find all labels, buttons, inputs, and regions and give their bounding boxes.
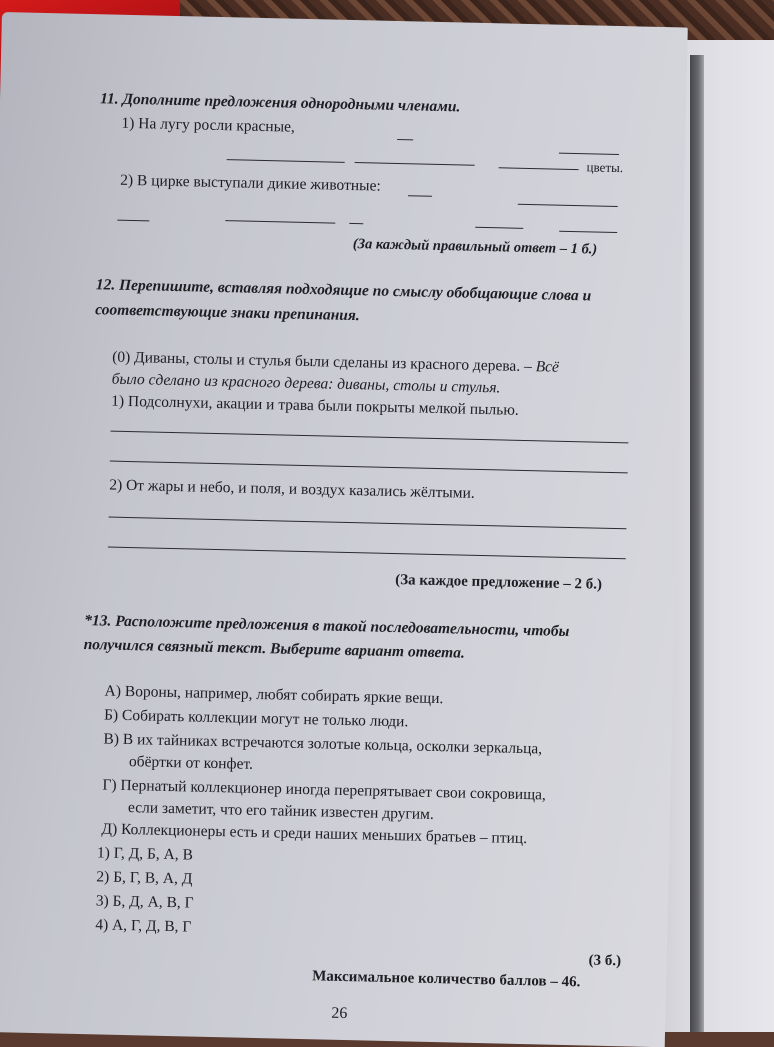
task13-option-selected[interactable]: 3) Б, Д, А, В, Г	[95, 892, 194, 912]
task13-sentence: Б) Собирать коллекции могут не только люди.	[103, 706, 409, 731]
task12-item2: 2) От жары и небо, и поля, и воздух казались жёлтыми.	[109, 476, 475, 502]
task12-heading-line1: 12. Перепишите, вставляя подходящие по смыслу обобщающие слова и	[95, 276, 592, 305]
task13-sentence: Г) Пернатый коллекционер иногда перепрятывает свои сокровища,	[102, 776, 547, 804]
task11-heading: 11. Дополните предложения однородными членами.	[99, 90, 461, 116]
booklet-spine	[690, 55, 704, 1032]
task12-item1: 1) Подсолнухи, акации и трава были покрыты мелкой пылью.	[111, 392, 519, 419]
worksheet-page	[0, 12, 688, 1047]
blank-line[interactable]	[117, 220, 149, 222]
task11-score: (За каждый правильный ответ – 1 б.)	[352, 236, 598, 258]
task13-option[interactable]: 1) Г, Д, Б, А, В	[96, 844, 194, 864]
task13-score: (3 б.)	[588, 952, 622, 970]
task13-sentence: В) В их тайниках встречаются золотые кольца, осколки зеркальца,	[103, 730, 543, 758]
task12-score: (За каждое предложение – 2 б.)	[395, 572, 603, 593]
task12-example-plain: (0) Диваны, столы и стулья были сделаны из красного дерева. –	[112, 348, 532, 376]
answer-line[interactable]	[109, 517, 627, 530]
task13-option[interactable]: 2) Б, Г, В, А, Д	[96, 868, 193, 888]
blank-line[interactable]	[225, 220, 335, 223]
blank-line[interactable]	[355, 162, 475, 166]
blank-line[interactable]	[559, 231, 617, 233]
task13-sentence-cont: если заметит, что его тайник известен другим.	[127, 799, 435, 824]
blank-line[interactable]	[559, 153, 619, 155]
task13-heading-line1: *13. Расположите предложения в такой последовательности, чтобы	[84, 612, 570, 641]
blank-line[interactable]	[227, 159, 345, 163]
task13-sentence: А) Вороны, например, любят собирать яркие вещи.	[104, 682, 444, 708]
answer-line[interactable]	[111, 431, 629, 444]
task11-item1: 1) На лугу росли красные,	[121, 114, 296, 136]
blank-line[interactable]	[475, 227, 523, 229]
answer-line[interactable]	[110, 461, 628, 474]
blank-line[interactable]	[499, 167, 579, 170]
task12-example-italic-a: Всё	[535, 358, 560, 376]
task13-heading-line2: получился связный текст. Выберите вариант ответа.	[83, 636, 466, 662]
answer-line[interactable]	[108, 547, 626, 560]
task13-sentence: Д) Коллекционеры есть и среди наших меньших братьев – птиц.	[101, 820, 528, 848]
blank-line[interactable]	[408, 195, 432, 197]
page-number: 26	[331, 1004, 348, 1023]
task12-example-line2: было сделано из красного дерева: диваны, столы и стулья.	[111, 370, 501, 397]
task13-sentence-cont: обёртки от конфет.	[128, 753, 254, 773]
blank-line[interactable]	[397, 139, 413, 140]
max-score: Максимальное количество баллов – 46.	[312, 968, 581, 991]
task11-item2: 2) В цирке выступали дикие животные:	[120, 171, 381, 195]
task12-heading-line2: соответствующие знаки препинания.	[95, 301, 360, 325]
blank-line[interactable]	[518, 204, 618, 207]
task11-item1-end: цветы.	[586, 159, 624, 176]
blank-line[interactable]	[349, 223, 363, 224]
task13-option[interactable]: 4) А, Г, Д, В, Г	[95, 916, 192, 936]
